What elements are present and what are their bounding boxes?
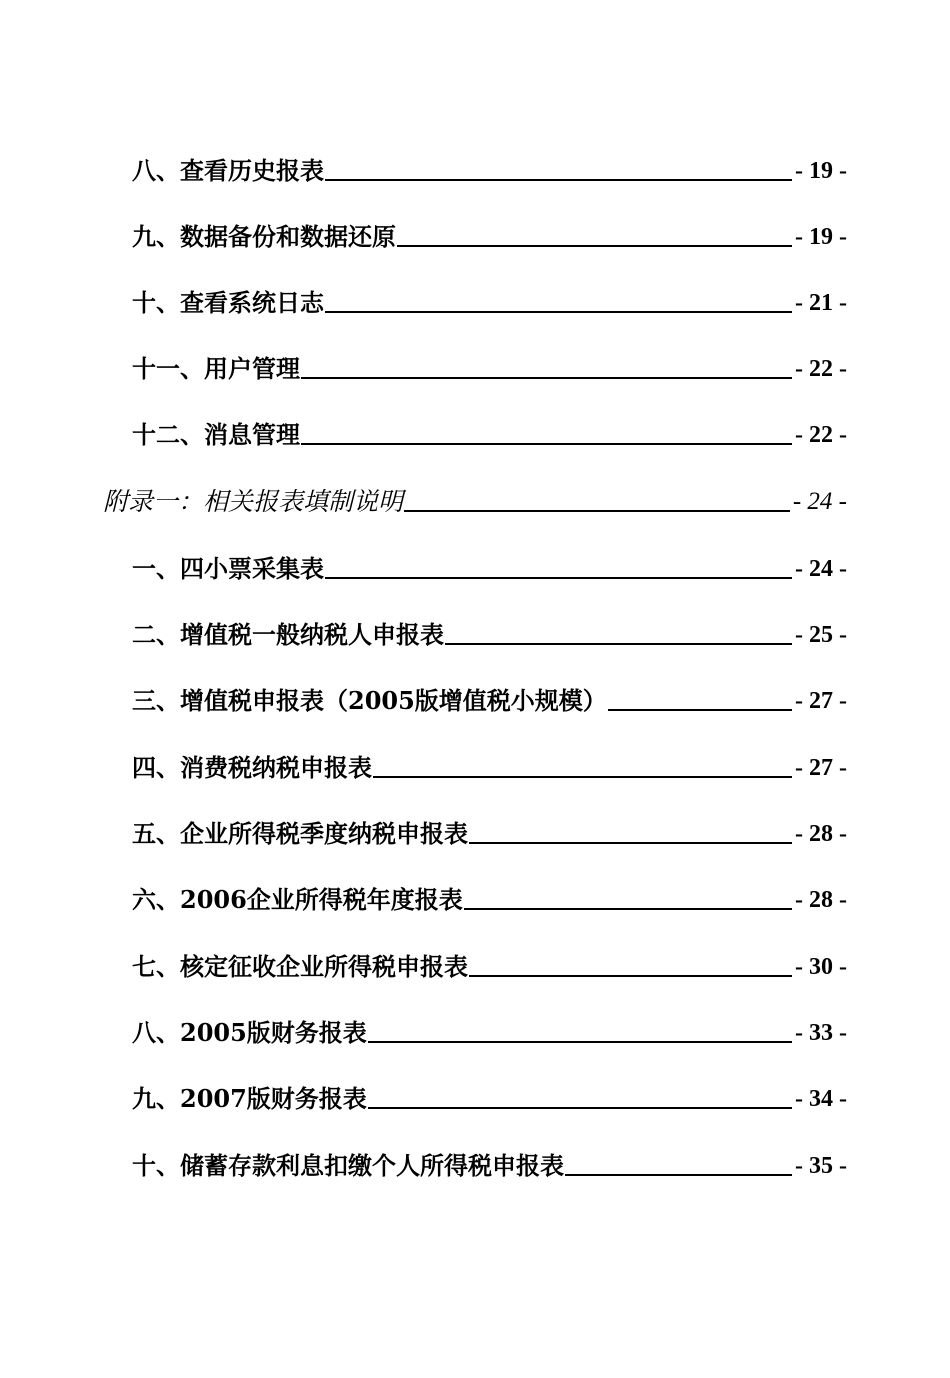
toc-page-number: - 35 - [795, 1153, 847, 1179]
toc-entry[interactable] [132, 610, 847, 650]
toc-leader-line [565, 1174, 792, 1176]
toc-leader-line [445, 643, 792, 645]
toc-leader-line [464, 908, 792, 910]
toc-page-number: - 33 - [795, 1020, 847, 1046]
toc-page-number: - 19 - [795, 158, 847, 184]
toc-page-number: - 24 - [792, 488, 847, 515]
toc-entry[interactable] [132, 1008, 847, 1048]
toc-leader-line [301, 377, 792, 379]
toc-entry[interactable] [132, 1074, 847, 1114]
toc-entry-appendix[interactable] [103, 477, 847, 517]
toc-entry-title: 九、数据备份和数据还原 [132, 222, 396, 251]
toc-entry-title: 十一、用户管理 [132, 354, 300, 383]
toc-entry-title: 四、消费税纳税申报表 [132, 753, 372, 782]
toc-page-number: - 22 - [795, 422, 847, 448]
toc-leader-line [404, 510, 790, 512]
toc-entry[interactable] [132, 743, 847, 783]
toc-entry[interactable] [132, 344, 847, 384]
toc-leader-line [608, 709, 792, 711]
toc-entry-title: 十二、消息管理 [132, 420, 300, 449]
toc-entry[interactable] [132, 544, 847, 584]
toc-page-number: - 24 - [795, 556, 847, 582]
toc-leader-line [301, 443, 792, 445]
toc-entry-title: 十、查看系统日志 [132, 288, 324, 317]
toc-page-number: - 22 - [795, 356, 847, 382]
toc-entry-title: 十、储蓄存款利息扣缴个人所得税申报表 [132, 1151, 564, 1180]
toc-entry-title: 附录一：相关报表填制说明 [103, 487, 404, 516]
toc-page-number: - 28 - [795, 821, 847, 847]
toc-page-number: - 30 - [795, 954, 847, 980]
toc-page-number: - 34 - [795, 1086, 847, 1112]
toc-page-number: - 21 - [795, 290, 847, 316]
toc-leader-line [325, 577, 792, 579]
toc-leader-line [325, 311, 792, 313]
toc-leader-line [469, 975, 792, 977]
toc-page-number: - 25 - [795, 622, 847, 648]
toc-entry-title: 五、企业所得税季度纳税申报表 [132, 819, 468, 848]
toc-entry[interactable] [132, 942, 847, 982]
toc-page-number: - 27 - [795, 688, 847, 714]
toc-leader-line [397, 245, 792, 247]
toc-entry[interactable] [132, 146, 847, 186]
toc-leader-line [368, 1041, 792, 1043]
toc-entry-title: 九、2007版财务报表 [132, 1084, 367, 1113]
toc-leader-line [368, 1107, 792, 1109]
toc-entry-title: 三、增值税申报表（2005版增值税小规模） [132, 686, 607, 715]
toc-entry[interactable] [132, 278, 847, 318]
toc-leader-line [325, 179, 792, 181]
toc-entry-title: 七、核定征收企业所得税申报表 [132, 952, 468, 981]
toc-entry-title: 六、2006企业所得税年度报表 [132, 885, 463, 914]
toc-entry[interactable] [132, 809, 847, 849]
toc-page-number: - 28 - [795, 887, 847, 913]
toc-entry[interactable] [132, 212, 847, 252]
toc-leader-line [373, 776, 792, 778]
toc-leader-line [469, 842, 792, 844]
toc-entry[interactable] [132, 1141, 847, 1181]
toc-page-number: - 19 - [795, 224, 847, 250]
toc-page-number: - 27 - [795, 755, 847, 781]
toc-entry[interactable] [132, 410, 847, 450]
toc-entry-title: 二、增值税一般纳税人申报表 [132, 620, 444, 649]
toc-entry[interactable] [132, 875, 847, 915]
toc-entry-title: 八、2005版财务报表 [132, 1018, 367, 1047]
toc-entry-title: 八、查看历史报表 [132, 156, 324, 185]
toc-entry[interactable] [132, 676, 847, 716]
toc-entry-title: 一、四小票采集表 [132, 554, 324, 583]
